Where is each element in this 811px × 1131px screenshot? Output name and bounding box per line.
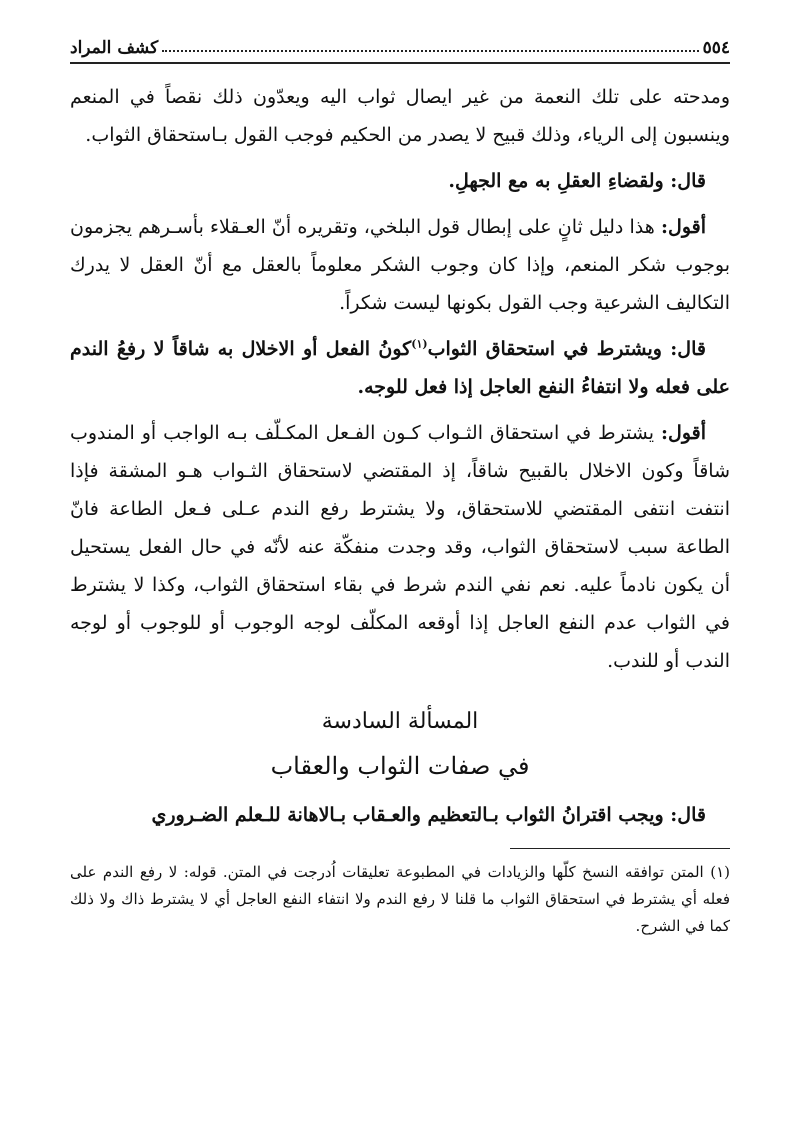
page-number: ٥٥٤ bbox=[702, 38, 730, 58]
commentary-text: يشترط في استحقاق الثـواب كـون الفـعل المكـلّف بـه الواجب أو المندوب شاقاً وكون الاخلال بالقبيح شاقاً، إذ المقتضي لاستحقاق الثـواب هـو المشقة فإذا انتفت انتفى المقتضي للاستحقاق، ولا يشترط رفع الندم عـلى فـعل الطاعة فانّ الطاعة سبب لاستحقاق الثواب، وقد وجدت منفكّة عنه لأنّه في حال الفعل يستحيل أن يكون نادماً عليه. نعم نفي الندم شرط في بقاء استحقاق الثواب، وكذا لا يشترط في الثواب عدم النفع العاجل إذا أوقعه المكلّف لوجه الوجوب أو للوجوب أو لوجه الندب أو للندب. bbox=[70, 422, 730, 672]
statement-text: ويشترط في استحقاق الثواب bbox=[427, 338, 662, 360]
main-text bbox=[70, 78, 730, 834]
book-title: كشف المراد bbox=[70, 38, 159, 58]
header-rule bbox=[70, 62, 730, 64]
statement-lead: قال: bbox=[670, 338, 706, 360]
commentary-paragraph bbox=[70, 414, 730, 680]
statement-lead: قال: bbox=[670, 170, 706, 192]
footnote: (١) المتن توافقه النسخ كلّها والزيادات في المطبوعة تعليقات اُدرجت في المتن. قوله: لا رفع الندم على فعله أي يشترط في استحقاق الثواب ما قلنا لا رفع الندم ولا انتفاء النفع العاجل أي لا يشترط ذاك ولا ذلك كما في الشرح. bbox=[70, 863, 730, 935]
paragraph-continuation: ومدحته على تلك النعمة من غير ايصال ثواب اليه ويعدّون ذلك نقصاً في المنعم وينسبون إلى الرياء، وذلك قبيح لا يصدر من الحكيم فوجب القول بـاستحقاق الثواب. bbox=[70, 86, 730, 146]
section-title: المسألة السادسة bbox=[321, 709, 479, 734]
commentary-lead: أقول: bbox=[661, 216, 706, 238]
commentary-paragraph bbox=[70, 208, 730, 322]
commentary-text: هذا دليل ثانٍ على إبطال قول البلخي، وتقريره أنّ العـقلاء بأسـرهم يجزمون بوجوب شكر المنعم، وإذا كان وجوب الشكر معلوماً بالعقل مع أنّ العقل لا يدرك التكاليف الشرعية وجب القول بكونها ليست شكراً. bbox=[70, 216, 730, 314]
footnote-rule bbox=[510, 848, 730, 849]
statement-paragraph bbox=[70, 330, 730, 406]
document-page bbox=[70, 28, 730, 940]
statement-text-continued: كونُ الفعل أو الاخلال به شاقاً لا رفعُ الندم على فعله ولا انتفاءُ النفع العاجل إذا فعل للوجه. bbox=[70, 338, 730, 398]
statement-text: ويجب اقترانُ الثواب بـالتعظيم والعـقاب بـالاهانة للـعلم الضـروري bbox=[151, 804, 664, 826]
statement-text: ولقضاءِ العقلِ به مع الجهلِ. bbox=[448, 170, 664, 192]
commentary-lead: أقول: bbox=[661, 422, 706, 444]
footnote-marker: (١) bbox=[411, 337, 428, 351]
statement-lead: قال: bbox=[670, 804, 706, 826]
section-subtitle: في صفات الثواب والعقاب bbox=[270, 752, 530, 780]
running-header bbox=[70, 28, 730, 58]
statement-paragraph bbox=[70, 162, 730, 200]
statement-paragraph bbox=[70, 796, 730, 834]
header-dot-leader bbox=[162, 50, 698, 52]
